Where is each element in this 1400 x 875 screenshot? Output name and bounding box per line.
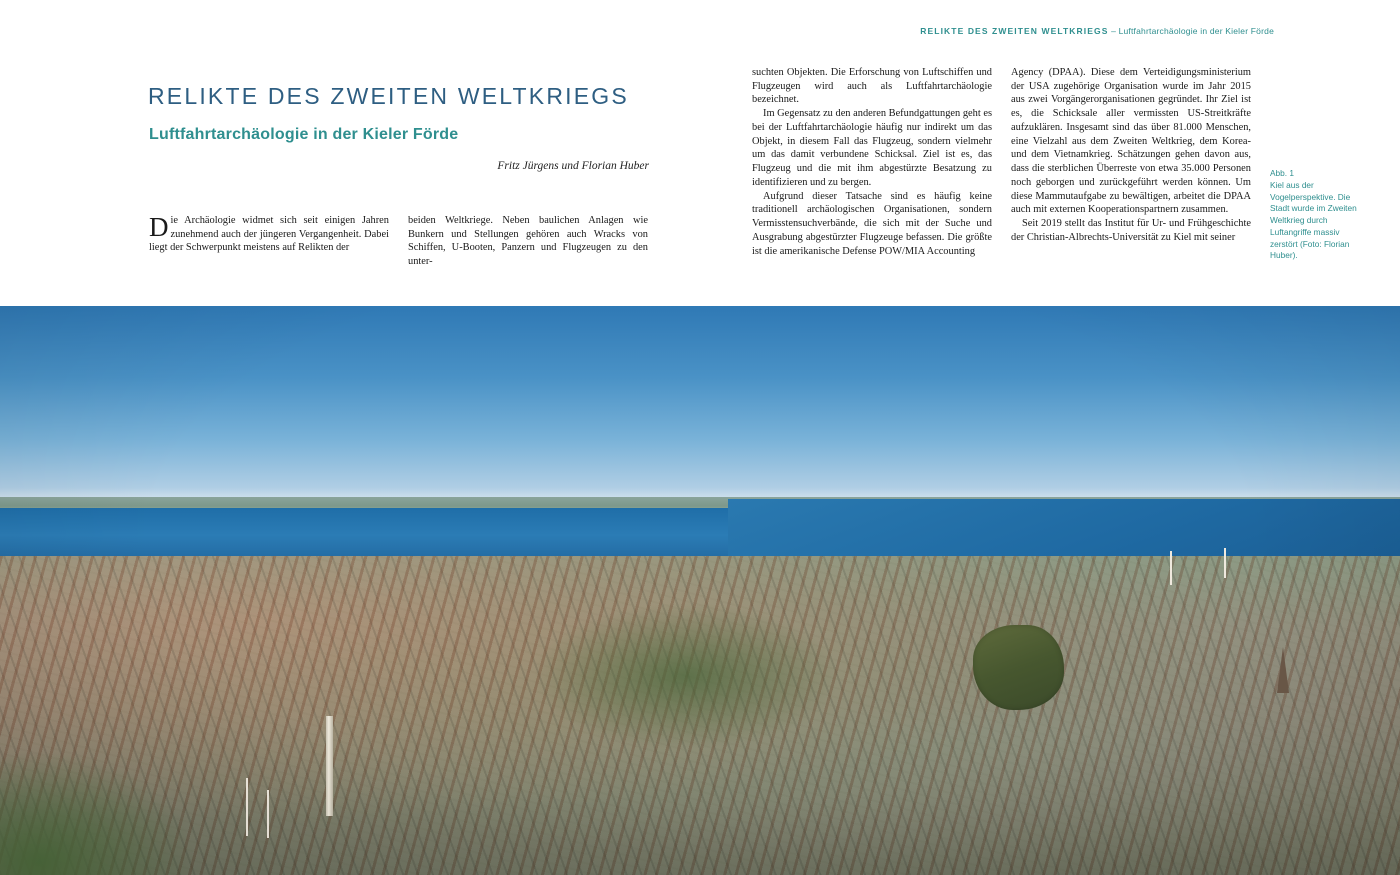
running-head-separator: – (1108, 26, 1119, 36)
body-text: Im Gegensatz zu den anderen Befundgattungen geht es bei der Luftfahrtarchäologie häufig nur indirekt um das Objekt, in diesem Fall das Flugzeug, sondern vielmehr um das damit verbundene Schicksal. Ziel ist es, das Flugzeug und die mit ihm abgestürzte Besatzung zu identifizieren und zu bergen. (752, 108, 992, 188)
page-subtitle: Luftfahrtarchäologie in der Kieler Förde (149, 126, 459, 144)
image-vignette (0, 306, 1400, 875)
body-text: ie Archäologie widmet sich seit einigen Jahren zunehmend auch der jüngeren Vergangenheit. Dabei liegt der Schwerpunkt meistens auf Relikten der (149, 215, 389, 254)
body-column-2 (408, 214, 648, 269)
article-authors: Fritz Jürgens und Florian Huber (497, 160, 649, 172)
drop-cap: D (149, 212, 169, 242)
body-text: Agency (DPAA). Diese dem Verteidigungsministerium der USA zugehörige Organisation wurde im Jahr 2015 aus zwei Vorgängerorganisationen gegründet. Ihr Ziel ist es, die Schicksale aller vermissten US-Streitkräfte aufzuklären. Insgesamt sind das über 81.000 Menschen, eine Vielzahl aus dem Zweiten Weltkrieg, dem Korea- und dem Vietnamkrieg. Schätzungen gehen davon aus, dass die sterblichen Überreste von etwa 35.000 Personen noch geborgen und zurückgeführt werden können. Um diese Mammutaufgabe zu bewältigen, arbeitet die DPAA auch mit externen Kooperationspartnern zusammen. (1011, 67, 1251, 216)
figure-caption-text: Kiel aus der Vogelperspektive. Die Stadt wurde im Zweiten Weltkrieg durch Luftangriffe massiv zerstört (Foto: Florian Huber). (1270, 179, 1357, 261)
running-head (920, 26, 1274, 36)
body-column-4 (1011, 66, 1251, 245)
page-title: RELIKTE DES ZWEITEN WELTKRIEGS (148, 83, 629, 110)
body-text: suchten Objekten. Die Erforschung von Luftschiffen und Flugzeugen wird auch als Luftfahrtarchäologie bezeichnet. (752, 67, 992, 106)
figure-caption (1270, 168, 1362, 262)
figure-image-kiel-aerial (0, 306, 1400, 875)
running-head-subtitle: Luftfahrtarchäologie in der Kieler Förde (1118, 26, 1274, 36)
body-text: Seit 2019 stellt das Institut für Ur- und Frühgeschichte der Christian-Albrechts-Universität zu Kiel mit seiner (1011, 218, 1251, 243)
body-column-3 (752, 66, 992, 258)
body-column-1 (149, 214, 389, 255)
figure-label: Abb. 1 (1270, 168, 1294, 178)
body-text: Aufgrund dieser Tatsache sind es häufig keine traditionell archäologischen Organisationen, sondern Vermisstensuchverbände, die sich mit der Suche und Ausgrabung abgestürzter Flugzeuge befassen. Die größte ist die amerikanische Defense POW/MIA Accounting (752, 190, 992, 257)
running-head-main: RELIKTE DES ZWEITEN WELTKRIEGS (920, 26, 1109, 36)
body-text: beiden Weltkriege. Neben baulichen Anlagen wie Bunkern und Stellungen gehören auch Wracks von Schiffen, U-Booten, Panzern und Flugzeugen zu den unter- (408, 215, 648, 268)
